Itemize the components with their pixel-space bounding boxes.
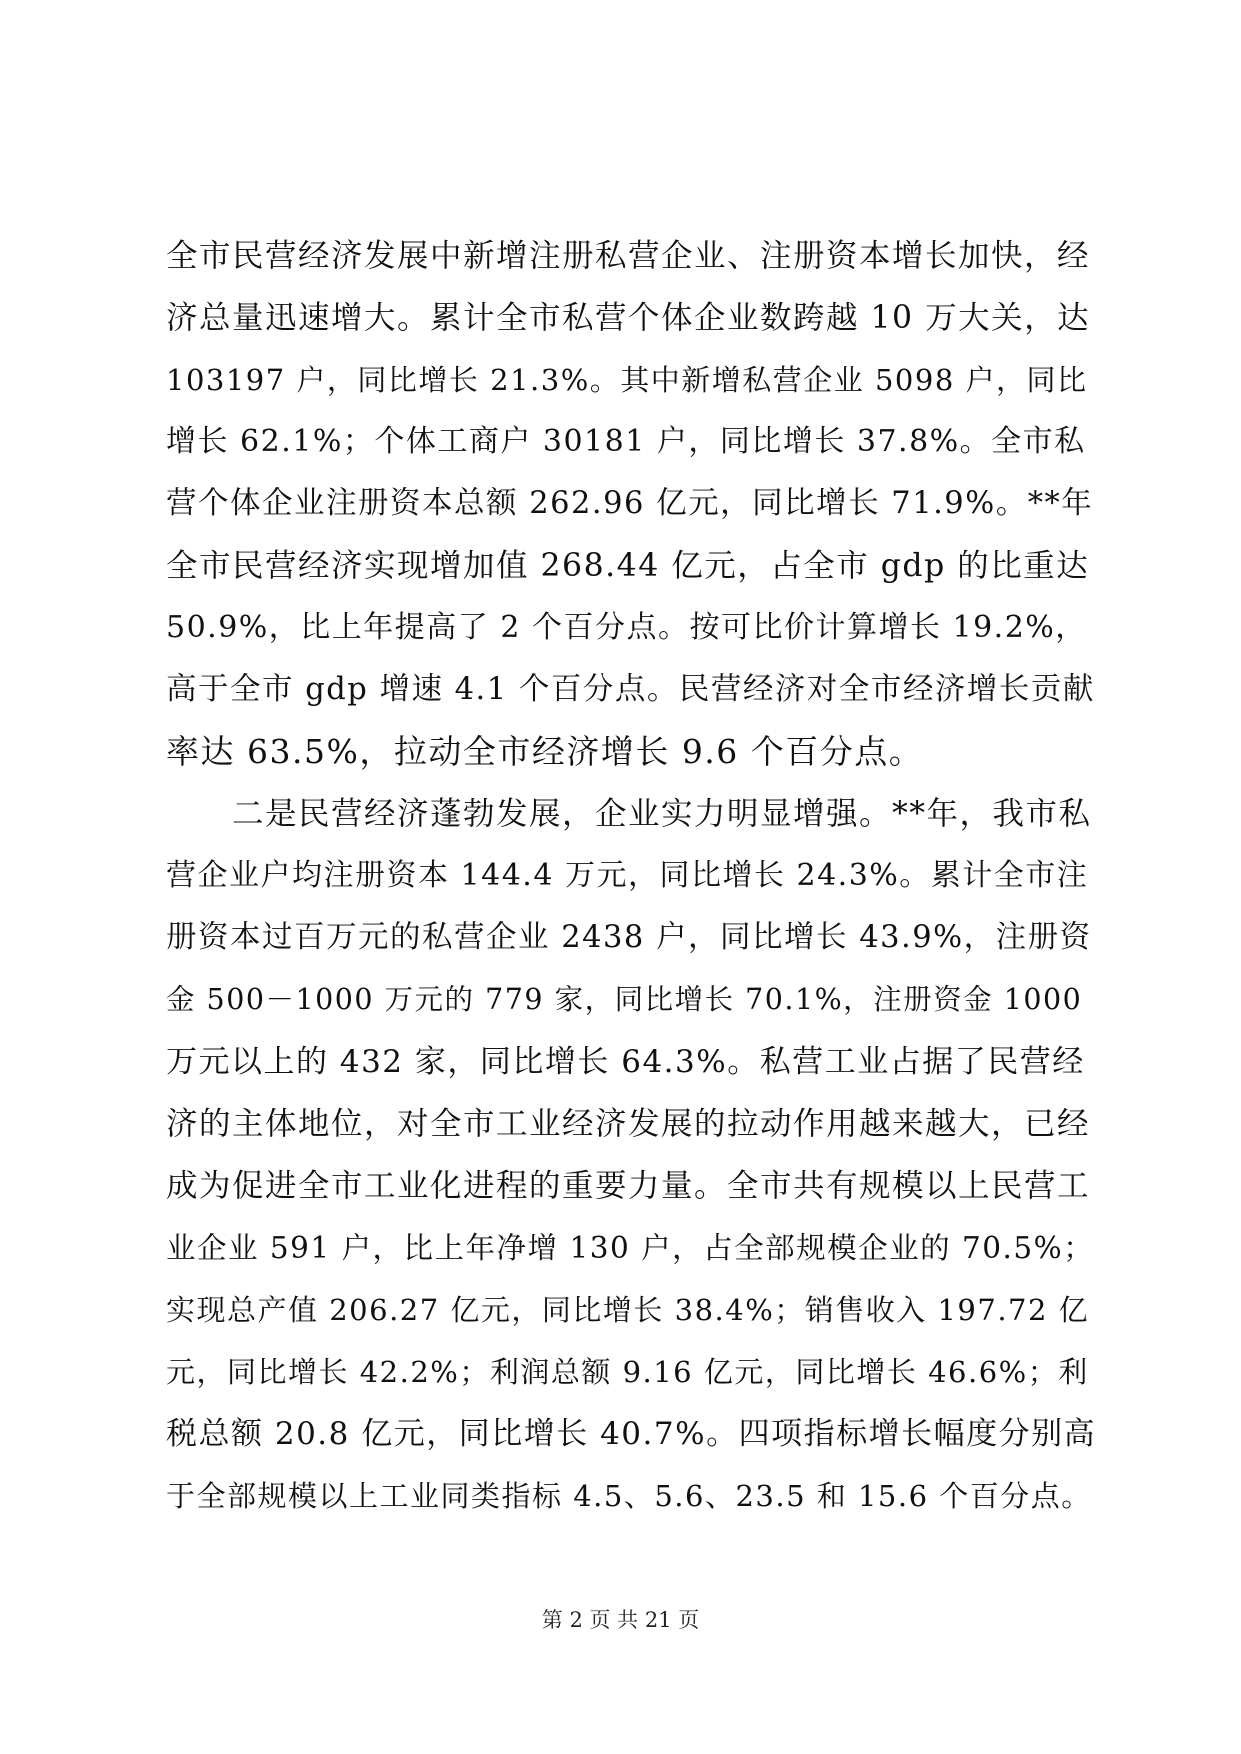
page-number-footer: 第 2 页 共 21 页: [541, 1608, 700, 1632]
body-text-line: 50.9%，比上年提高了 2 个百分点。按可比价计算增长 19.2%，: [166, 610, 1087, 645]
body-text-line: 高于全市 gdp 增速 4.1 个百分点。民营经济对全市经济增长贡献: [166, 672, 1095, 707]
body-text-line: 济总量迅速增大。累计全市私营个体企业数跨越 10 万大关，达: [166, 300, 1091, 336]
body-text-line: 万元以上的 432 家，同比增长 64.3%。私营工业占据了民营经: [166, 1044, 1085, 1080]
body-text-line: 营个体企业注册资本总额 262.96 亿元，同比增长 71.9%。**年: [166, 486, 1094, 521]
body-text-line: 册资本过百万元的私营企业 2438 户，同比增长 43.9%，注册资: [166, 920, 1092, 955]
body-text-line: 元，同比增长 42.2%；利润总额 9.16 亿元，同比增长 46.6%；利: [166, 1355, 1089, 1389]
body-text-line: 全市民营经济实现增加值 268.44 亿元，占全市 gdp 的比重达: [166, 548, 1090, 584]
body-text-line: 税总额 20.8 亿元，同比增长 40.7%。四项指标增长幅度分别高: [166, 1416, 1097, 1452]
body-text-line: 实现总产值 206.27 亿元，同比增长 38.4%；销售收入 197.72 亿: [166, 1293, 1090, 1327]
body-text-line: 二是民营经济蓬勃发展，企业实力明显增强。**年，我市私: [166, 796, 1092, 832]
body-text-line: 济的主体地位，对全市工业经济发展的拉动作用越来越大，已经: [166, 1106, 1091, 1142]
body-text-line: 于全部规模以上工业同类指标 4.5、5.6、23.5 和 15.6 个百分点。: [166, 1479, 1092, 1513]
body-text-line: 金 500－1000 万元的 779 家，同比增长 70.1%，注册资金 1000: [166, 983, 1083, 1016]
body-text-line: 全市民营经济发展中新增注册私营企业、注册资本增长加快，经: [166, 238, 1091, 274]
body-text-line: 业企业 591 户，比上年净增 130 户，占全部规模企业的 70.5%；: [166, 1231, 1095, 1265]
body-text-line: 103197 户，同比增长 21.3%。其中新增私营企业 5098 户，同比: [166, 363, 1088, 397]
body-text-line: 成为促进全市工业化进程的重要力量。全市共有规模以上民营工: [166, 1168, 1091, 1204]
body-text-line: 营企业户均注册资本 144.4 万元，同比增长 24.3%。累计全市注: [166, 858, 1089, 893]
body-text-line: 增长 62.1%；个体工商户 30181 户，同比增长 37.8%。全市私: [166, 424, 1086, 459]
body-text-line: 率达 63.5%，拉动全市经济增长 9.6 个百分点。: [166, 732, 924, 771]
